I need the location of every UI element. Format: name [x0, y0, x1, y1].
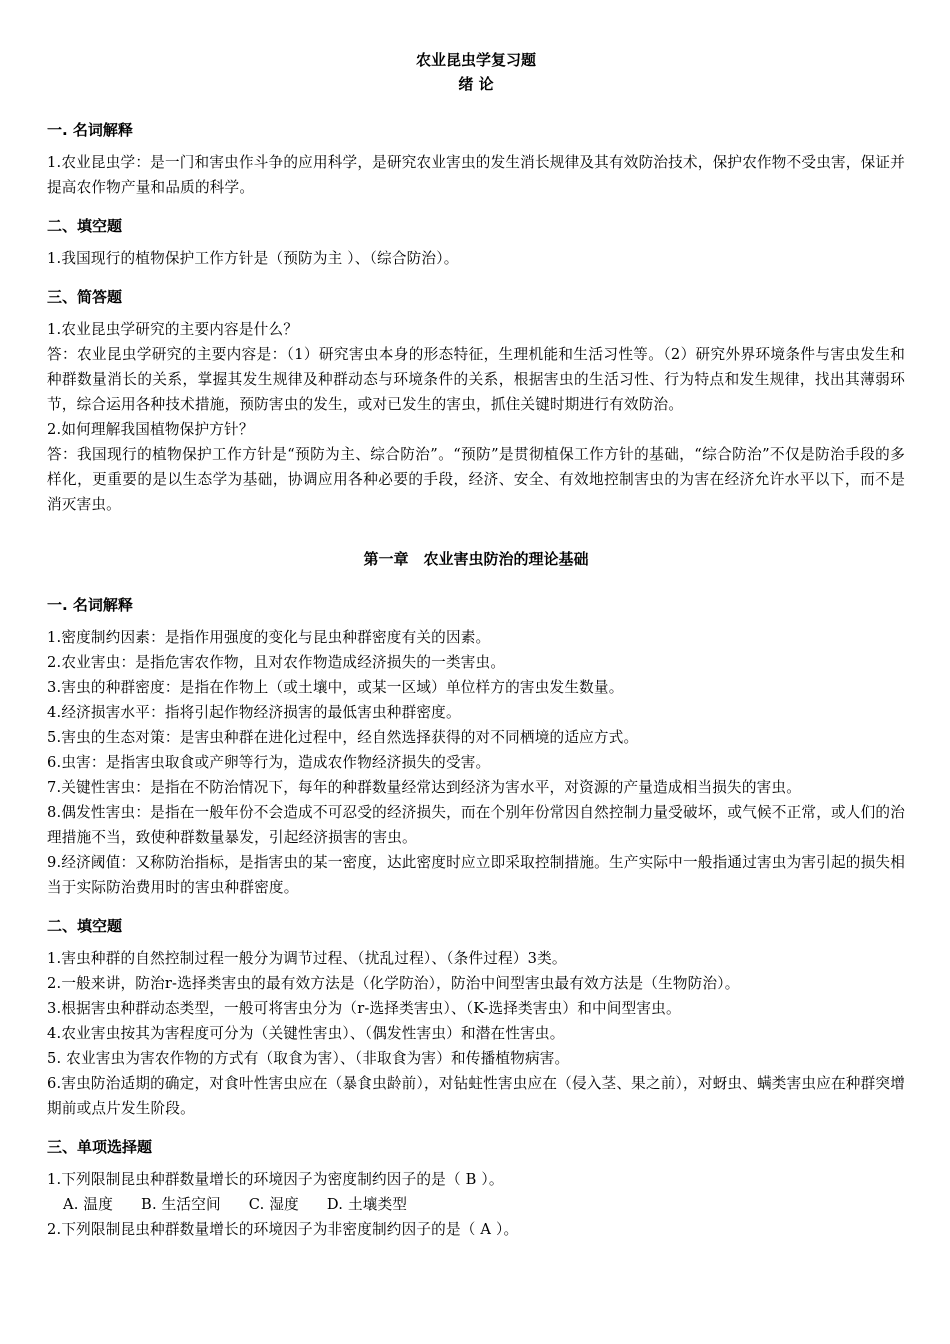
- intro-section1-body: [47, 150, 905, 200]
- chapter-title: 第一章 农业害虫防治的理论基础: [363, 550, 589, 568]
- paragraph: 8.偶发性害虫：是指在一般年份不会造成不可忍受的经济损失，而在个别年份常因自然控制力量受破坏，或气候不正常，或人们的治理措施不当，致使种群数量暴发，引起经济损害的害虫。: [47, 804, 905, 846]
- intro-section1-heading: 一. 名词解释: [47, 121, 133, 139]
- intro-section2-heading: 二、填空题: [47, 217, 123, 235]
- paragraph: 1.密度制约因素：是指作用强度的变化与昆虫种群密度有关的因素。: [47, 629, 491, 646]
- paragraph: 2.如何理解我国植物保护方针？: [47, 421, 254, 438]
- chapter1-section1-heading: 一. 名词解释: [47, 596, 133, 614]
- option-d: D. 土壤类型: [326, 1196, 408, 1213]
- paragraph: 1.害虫种群的自然控制过程一般分为调节过程、（扰乱过程）、（条件过程）3类。: [47, 950, 567, 967]
- option-b: B. 生活空间: [141, 1196, 221, 1213]
- paragraph: 5.害虫的生态对策：是害虫种群在进化过程中，经自然选择获得的对不同栖境的适应方式。: [47, 729, 639, 746]
- paragraph: 1.我国现行的植物保护工作方针是（预防为主 ）、（综合防治）。: [47, 250, 459, 267]
- intro-section2-body: [47, 246, 905, 271]
- answer-options: [47, 1192, 905, 1217]
- paragraph: 6.害虫防治适期的确定，对食叶性害虫应在（暴食虫龄前），对钻蛀性害虫应在（侵入茎、果之前），对蚜虫、螨类害虫应在种群突增期前或点片发生阶段。: [47, 1075, 905, 1117]
- paragraph: 4.农业害虫按其为害程度可分为（关键性害虫）、（偶发性害虫）和潜在性害虫。: [47, 1025, 565, 1042]
- chapter1-section1-body: [47, 625, 905, 900]
- chapter1-section3-heading: 三、单项选择题: [47, 1138, 153, 1156]
- paragraph: 1.农业昆虫学研究的主要内容是什么？: [47, 321, 299, 338]
- paragraph: 5. 农业害虫为害农作物的方式有（取食为害）、（非取食为害）和传播植物病害。: [47, 1050, 570, 1067]
- paragraph: 3.害虫的种群密度：是指在作物上（或土壤中，或某一区域）单位样方的害虫发生数量。: [47, 679, 624, 696]
- paragraph: 1.农业昆虫学：是一门和害虫作斗争的应用科学，是研究农业害虫的发生消长规律及其有效防治技术，保护农作物不受虫害，保证并提高农作物产量和品质的科学。: [47, 154, 905, 196]
- paragraph: 3.根据害虫种群动态类型，一般可将害虫分为（r-选择类害虫）、（K-选择类害虫）和中间型害虫。: [47, 1000, 681, 1017]
- paragraph: 4.经济损害水平：指将引起作物经济损害的最低害虫种群密度。: [47, 704, 461, 721]
- paragraph: 答：我国现行的植物保护工作方针是“预防为主、综合防治”。“预防”是贯彻植保工作方针的基础，“综合防治”不仅是防治手段的多样化，更重要的是以生态学为基础，协调应用各种必要的手段，经济、安全、有效地控制害虫的为害在经济允许水平以下，而不是消灭害虫。: [47, 446, 905, 513]
- question: 1.下列限制昆虫种群数量增长的环境因子为密度制约因子的是（ B ）。: [47, 1171, 504, 1188]
- intro-section3-heading: 三、简答题: [47, 288, 123, 306]
- option-c: C. 湿度: [248, 1196, 299, 1213]
- question: 2.下列限制昆虫种群数量增长的环境因子为非密度制约因子的是（ A ）。: [47, 1221, 519, 1238]
- intro-section3-body: [47, 317, 905, 517]
- document-subtitle: 绪 论: [458, 75, 494, 93]
- paragraph: 2.一般来讲，防治r-选择类害虫的最有效方法是（化学防治），防治中间型害虫最有效方法是（生物防治）。: [47, 975, 740, 992]
- paragraph: 2.农业害虫：是指危害农作物，且对农作物造成经济损失的一类害虫。: [47, 654, 506, 671]
- chapter1-section2-body: [47, 946, 905, 1121]
- option-a: A. 温度: [63, 1196, 114, 1213]
- paragraph: 6.虫害：是指害虫取食或产卵等行为，造成农作物经济损失的受害。: [47, 754, 491, 771]
- chapter1-section3-body: [47, 1167, 905, 1242]
- document-page: [47, 48, 905, 1242]
- paragraph: 答：农业昆虫学研究的主要内容是：（1）研究害虫本身的形态特征，生理机能和生活习性等。（2）研究外界环境条件与害虫发生和种群数量消长的关系，掌握其发生规律及种群动态与环境条件的关系，根据害虫的生活习性、行为特点和发生规律，找出其薄弱环节，综合运用各种技术措施，预防害虫的发生，或对已发生的害虫，抓住关键时期进行有效防治。: [47, 346, 905, 413]
- document-title: 农业昆虫学复习题: [415, 51, 536, 69]
- paragraph: 9.经济阈值：又称防治指标，是指害虫的某一密度，达此密度时应立即采取控制措施。生产实际中一般指通过害虫为害引起的损失相当于实际防治费用时的害虫种群密度。: [47, 854, 905, 896]
- chapter1-section2-heading: 二、填空题: [47, 917, 123, 935]
- paragraph: 7.关键性害虫：是指在不防治情况下，每年的种群数量经常达到经济为害水平，对资源的产量造成相当损失的害虫。: [47, 779, 802, 796]
